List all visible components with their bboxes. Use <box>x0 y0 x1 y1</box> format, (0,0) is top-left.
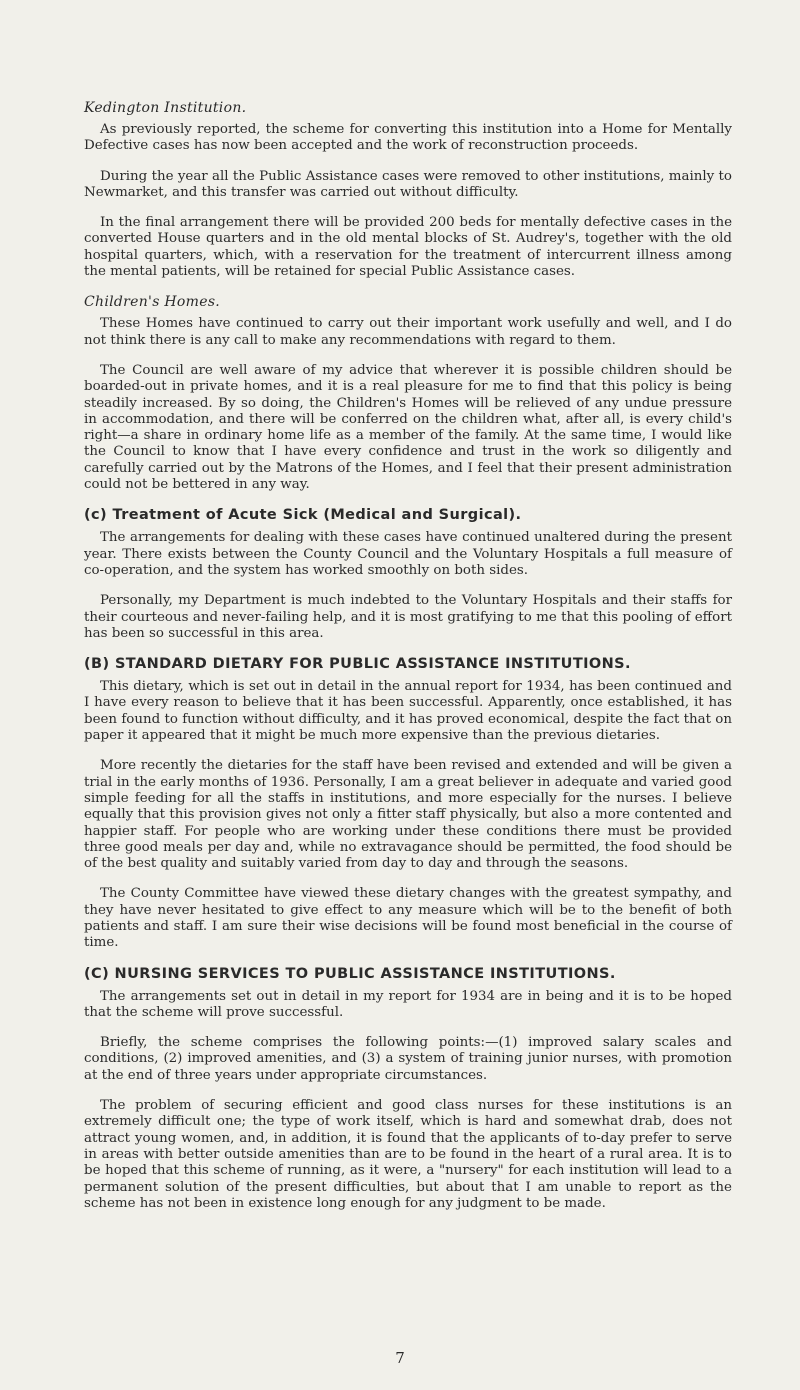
nursing-paragraph-3: The problem of securing efficient and good class nurses for these institutions is an extremely difficult one; the type of work itself, which is hard and somewhat drab, does not attract young women, and, in addition, it is found that the applicants of to-day prefer to serve in areas with better outside amenities than are to be found in the heart of a rural area. It is to be hoped that this scheme of running, as it were, a "nursery" for each institution will lead to a permanent solution of the present difficulties, but about that I am unable to report as the scheme has not been in existence long enough for any judgment to be made. <box>84 1098 732 1211</box>
dietary-paragraph-3: The County Committee have viewed these dietary changes with the greatest sympathy, and they have never hesitated to give effect to any measure which will be to the benefit of both patients and staff. I am sure their wise decisions will be found most beneficial in the course of time. <box>84 886 732 951</box>
nursing-heading: (C) NURSING SERVICES TO PUBLIC ASSISTANCE INSTITUTIONS. <box>84 965 616 982</box>
dietary-paragraph-2: More recently the dietaries for the staff have been revised and extended and will be given a trial in the early months of 1936. Personally, I am a great believer in adequate and varied good simple feeding for all the staffs in institutions, and more especially for the nurses. I believe equally that this provision gives not only a fitter staff physically, but also a more contented and happier staff. For people who are working under these conditions there must be provided three good meals per day and, while no extravagance should be permitted, the food should be of the best quality and suitably varied from day to day and through the seasons. <box>84 758 732 872</box>
childrens-homes-paragraph-1: These Homes have continued to carry out their important work usefully and well, and I do not think there is any call to make any recommendations with regard to them. <box>84 316 732 348</box>
dietary-heading: (B) STANDARD DIETARY FOR PUBLIC ASSISTANCE INSTITUTIONS. <box>84 656 631 673</box>
nursing-paragraph-1: The arrangements set out in detail in my report for 1934 are in being and it is to be hoped that the scheme will prove successful. <box>84 988 732 1020</box>
acute-sick-paragraph-2: Personally, my Department is much indebted to the Voluntary Hospitals and their staffs for their courteous and never-failing help, and it is most gratifying to me that this pooling of effort has been so successful in this area. <box>84 593 732 641</box>
acute-sick-heading: (c) Treatment of Acute Sick (Medical and Surgical). <box>84 507 522 524</box>
kedington-heading: Kedington Institution. <box>84 100 247 116</box>
kedington-paragraph-1: As previously reported, the scheme for converting this institution into a Home for Mentally Defective cases has now been accepted and the work of reconstruction proceeds. <box>84 122 732 154</box>
kedington-paragraph-2: During the year all the Public Assistance cases were removed to other institutions, mainly to Newmarket, and this transfer was carried out without difficulty. <box>84 168 732 200</box>
childrens-homes-paragraph-2: The Council are well aware of my advice that wherever it is possible children should be boarded-out in private homes, and it is a real pleasure for me to find that this policy is being steadily increased. By so doing, the Children's Homes will be relieved of any undue pressure in accommodation, and there will be conferred on the children what, after all, is every child's right—a share in ordinary home life as a member of the family. At the same time, I would like the Council to know that I have every confidence and trust in the work so diligently and carefully carried out by the Matrons of the Homes, and I feel that their present administration could not be bettered in any way. <box>84 362 732 493</box>
kedington-paragraph-3: In the final arrangement there will be provided 200 beds for mentally defective cases in the converted House quarters and in the old mental blocks of St. Audrey's, together with the old hospital quarters, which, with a reservation for the treatment of intercurrent illness among the mental patients, will be retained for special Public Assistance cases. <box>84 215 732 280</box>
childrens-homes-heading: Children's Homes. <box>84 294 221 311</box>
acute-sick-paragraph-1: The arrangements for dealing with these cases have continued unaltered during the present year. There exists between the County Council and the Voluntary Hospitals a full measure of co-operation, and the system has worked smoothly on both sides. <box>84 530 732 578</box>
page-number: 7 <box>395 1349 405 1367</box>
nursing-paragraph-2: Briefly, the scheme comprises the following points:—(1) improved salary scales and conditions, (2) improved amenities, and (3) a system of training junior nurses, with promotion at the end of three years under appropriate circumstances. <box>84 1035 732 1083</box>
dietary-paragraph-1: This dietary, which is set out in detail in the annual report for 1934, has been continued and I have every reason to believe that it has been successful. Apparently, once established, it has been found to function without difficulty, and it has proved economical, despite the fact that on paper it appeared that it might be much more expensive than the previous dietaries. <box>84 679 732 744</box>
